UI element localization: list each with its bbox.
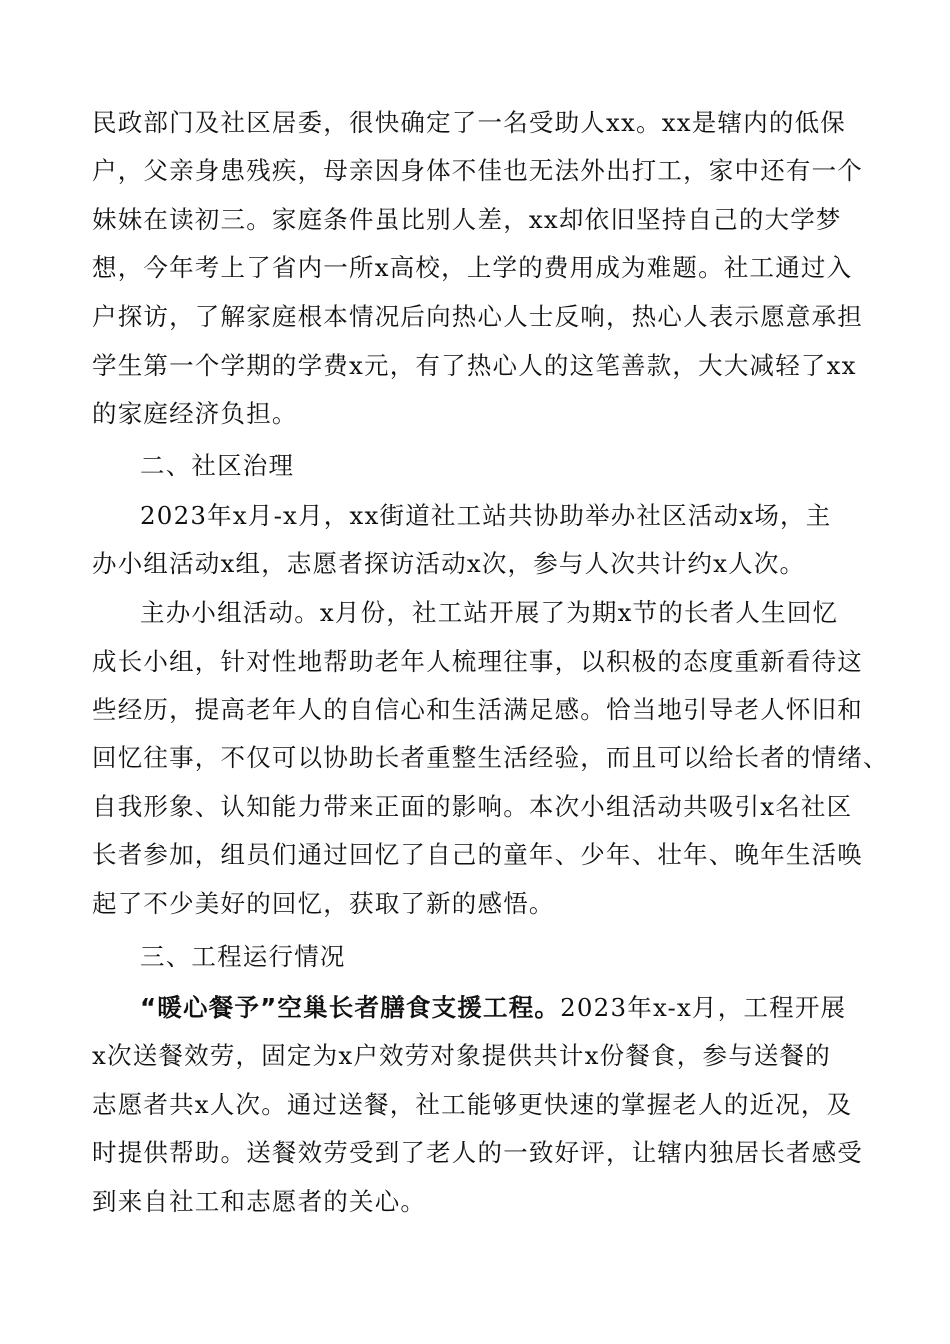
paragraph-line: 到来自社工和志愿者的关心。 <box>92 1187 427 1216</box>
paragraph-line: 回忆往事，不仅可以协助长者重整生活经验，而且可以给长者的情绪、 <box>92 743 889 772</box>
paragraph-line: 时提供帮助。送餐效劳受到了老人的一致好评，让辖内独居长者感受 <box>92 1138 863 1167</box>
paragraph-line: 学生第一个学期的学费x元，有了热心人的这笔善款，大大减轻了xx <box>92 351 857 380</box>
paragraph-line: 2023年x月-x月，xx街道社工站共协助举办社区活动x场，主 <box>140 501 832 530</box>
paragraph-line: 志愿者共x人次。通过送餐，社工能够更快速的掌握老人的近况，及 <box>92 1090 853 1119</box>
section-heading: 三、工程运行情况 <box>140 942 346 971</box>
paragraph-line: 想，今年考上了省内一所x高校，上学的费用成为难题。社工通过入 <box>92 253 853 282</box>
paragraph-line: 些经历，提高老年人的自信心和生活满足感。恰当地引导老人怀旧和 <box>92 695 863 724</box>
paragraph-line: 长者参加，组员们通过回忆了自己的童年、少年、壮年、晚年生活唤 <box>92 840 863 869</box>
paragraph-line: 办小组活动x组，志愿者探访活动x次，参与人次共计约x人次。 <box>92 549 806 578</box>
paragraph-line <box>140 991 920 1025</box>
paragraph-line: 成长小组，针对性地帮助老年人梳理往事，以积极的态度重新看待这 <box>92 647 863 676</box>
paragraph-line: x次送餐效劳，固定为x户效劳对象提供共计x份餐食，参与送餐的 <box>92 1041 831 1070</box>
paragraph-line: 户，父亲身患残疾，母亲因身体不佳也无法外出打工，家中还有一个 <box>92 156 863 185</box>
paragraph-line: 起了不少美好的回忆，获取了新的感悟。 <box>92 889 555 918</box>
paragraph-line: 主办小组活动。x月份，社工站开展了为期x节的长者人生回忆 <box>140 598 839 627</box>
paragraph-line: 自我形象、认知能力带来正面的影响。本次小组活动共吸引x名社区 <box>92 792 853 821</box>
paragraph-line: 的家庭经济负担。 <box>92 399 298 428</box>
lead-rest-text: 2023年x-x月，工程开展 <box>560 993 847 1022</box>
section-heading: 二、社区治理 <box>140 451 295 480</box>
paragraph-line: 户探访，了解家庭根本情况后向热心人士反响，热心人表示愿意承担 <box>92 302 863 331</box>
paragraph-line: 民政部门及社区居委，很快确定了一名受助人xx。xx是辖内的低保 <box>92 108 846 137</box>
bold-lead-text: “暖心餐予”空巢长者膳食支援工程。 <box>140 993 561 1022</box>
paragraph-line: 妹妹在读初三。家庭条件虽比别人差，xx却依旧坚持自己的大学梦 <box>92 205 842 234</box>
